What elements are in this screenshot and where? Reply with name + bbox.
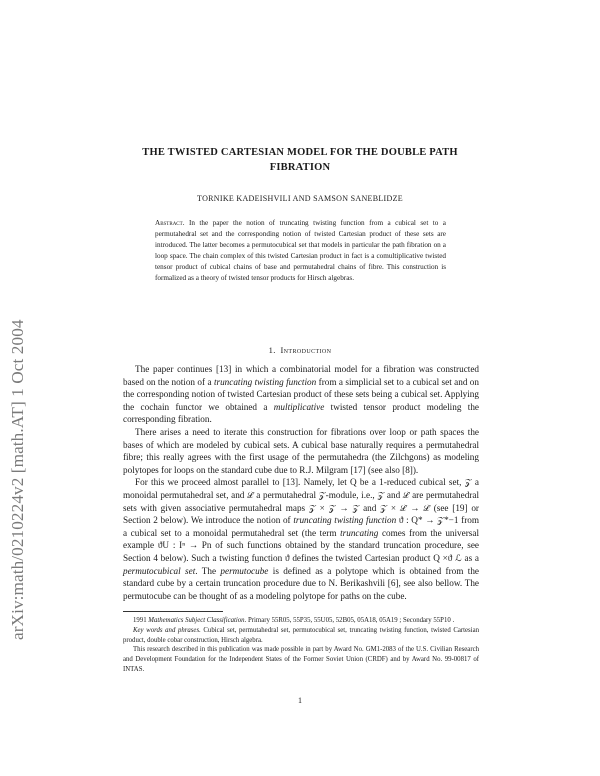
paragraph-2: There arises a need to iterate this construction for fibrations over loop or path spaces the bases of which are modeled by cubical sets. A cubical base naturally requires a permutahedral fibre; this really agrees with the first usage of the permutahedra (the Zilchgons) as modeling polytopes for loops on the standard cube due to R.J. Milgram [17] (see also [8]). (123, 426, 479, 475)
section-number: 1. (268, 345, 276, 355)
p1-text-c: twisted tensor product modeling the corresponding fibration. (123, 401, 479, 425)
footnote-classification (123, 616, 479, 626)
paragraph-3 (123, 476, 479, 602)
section-title-text: Introduction (280, 345, 332, 355)
footnote-keywords (123, 626, 479, 646)
p3-text-a: For this we proceed almost parallel to [13]. Namely, let Q be a 1-reduced cubical set, 𝒵 a monoidal permutahedral set, and ℒ a permutahedral 𝒵-module, i.e., 𝒵 and ℒ are permutahedral sets with given associative permutahedral maps 𝒵 × 𝒵 → 𝒵 and 𝒵 × ℒ → ℒ (see [19] or Section 2 below). We introduce the notion of (123, 477, 479, 526)
footnote-2-text: Cubical set, permutahedral set, permutocubical set, truncating twisting function, twisted Cartesian product, double cobar construction, Hirsch algebra. (123, 626, 479, 644)
footnote-2-heading: Key words and phrases. (133, 626, 201, 634)
title-line-1: THE TWISTED CARTESIAN MODEL FOR THE DOUBLE PATH (142, 147, 458, 158)
paragraph-1 (123, 363, 479, 426)
paper-authors: TORNIKE KADEISHVILI AND SAMSON SANEBLIDZE (197, 194, 403, 203)
footnote-1-text: Primary 55R05, 55P35, 55U05, 52B05, 05A18, 05A19 ; Secondary 55P10 . (246, 617, 455, 624)
p1-text-a: The paper continues [13] in which a combinatorial model for a fibration was constructed based on the notion of a (123, 364, 479, 387)
p3-text-c: comes from the universal example ϑU : Iⁿ → Pn of such functions obtained by the standard truncation procedure, see Section 4 below). Such a twisting function ϑ defines the twisted Cartesian product Q ×ϑ ℒ as a (123, 527, 479, 563)
p3-text-e: is defined as a polytope which is obtained from the standard cube by a certain truncation procedure due to N. Berikashvili [6], see also bellow. The permutocube can be thought of as a modeling polytope for paths on the cube. (123, 565, 479, 601)
p3-text-b: ϑ : Q* → 𝒵*−1 from a cubical set to a monoidal permutahedral set (the term (123, 515, 479, 538)
p3-emphasis-3: permutocubical set (123, 565, 196, 576)
paper-title (100, 145, 500, 175)
abstract (155, 218, 446, 284)
footnote-1-year: 1991 (133, 617, 149, 624)
title-line-2: FIBRATION (269, 162, 331, 173)
section-body (123, 363, 479, 602)
p3-emphasis-2: truncating (340, 527, 379, 538)
p3-emphasis-4: permutocube (220, 565, 269, 576)
arxiv-identifier-stamp: arXiv:math/0210224v2 [math.AT] 1 Oct 2004 (8, 319, 27, 640)
p1-text-b: from a simplicial set to a cubical set and on the corresponding notion of twisted Cartesian product of these sets being a cubical set. Applying the cochain functor we obtained a (123, 376, 479, 412)
p3-text-d: . The (195, 565, 221, 576)
p1-emphasis-2: multiplicative (273, 401, 325, 412)
abstract-text: In the paper the notion of truncating twisting function from a cubical set to a permutahedral set and the corresponding notion of twisted Cartesian product of these sets are introduced. The latter becomes a permutocubical set that models in particular the path fibration on a loop space. The chain complex of this twisted Cartesian product in fact is a comultiplicative twisted tensor product of cubical chains of base and permutahedral chains of fibre. This construction is formalized as a theory of twisted tensor products for Hirsch algebras. (155, 219, 446, 282)
section-heading (100, 345, 500, 355)
p1-emphasis-1: truncating twisting function (213, 376, 317, 387)
page-number: 1 (298, 696, 302, 705)
footnote-divider (123, 611, 223, 612)
footnote-funding: This research described in this publication was made possible in part by Award No. GM1-2083 of the U.S. Civilian Research and Development Foundation for the Independent States of the Former Soviet Union (CRDF) and by Award No. 99-00817 of INTAS. (123, 646, 479, 673)
p3-emphasis-1: truncating twisting function (293, 515, 397, 526)
footnote-1-heading: Mathematics Subject Classification. (148, 617, 247, 624)
abstract-label: Abstract. (155, 219, 185, 227)
footnotes (123, 616, 479, 675)
